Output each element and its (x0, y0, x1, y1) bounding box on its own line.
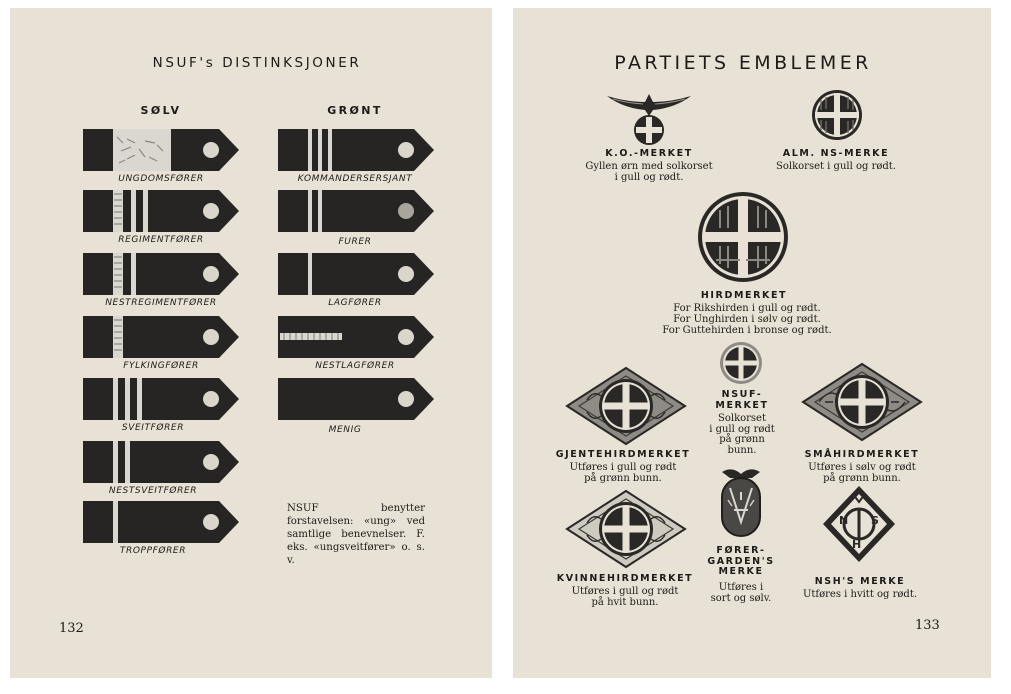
emblem-desc-hirdmerket: For Rikshirden i gull og rødt. For Unghirden i sølv og rødt. For Guttehirden i bronse og rødt. (662, 303, 832, 336)
right-page-title: PARTIETS EMBLEMER (614, 52, 872, 74)
column-heading-green: GRØNT (327, 104, 383, 117)
left-page (10, 8, 492, 678)
column-heading-silver: SØLV (140, 104, 182, 117)
gjentehirdmerket-emblem (565, 366, 687, 446)
nsh-merke-emblem (819, 482, 899, 566)
rank-label-nestregimentforer: NESTREGIMENTFØRER (105, 298, 217, 308)
emblem-desc-alm-ns-merke: Solkorset i gull og rødt. (776, 161, 896, 172)
emblem-name-nsh-merke: NSH'S MERKE (814, 576, 906, 587)
emblem-name-nsuf-merket: NSUF- MERKET (715, 389, 769, 411)
emblem-name-gjentehirdmerket: GJENTEHIRDMERKET (555, 449, 691, 460)
ko-merket-eagle-emblem (605, 88, 693, 148)
nsh-letter-s: S (871, 514, 879, 527)
emblem-desc-ko-merket: Gyllen ørn med solkorset i gull og rødt. (585, 161, 713, 183)
strap-regimentforer (83, 190, 239, 232)
nsh-letter-n: N (839, 514, 849, 527)
rank-label-lagforer: LAGFØRER (328, 298, 382, 308)
strap-nestlagforer (278, 316, 434, 358)
rank-label-kommandersersjant: KOMMANDERSERSJANT (297, 174, 413, 184)
strap-furer (278, 190, 434, 232)
emblem-name-ko-merket: K.O.-MERKET (605, 148, 693, 159)
forergarden-merke-emblem (716, 466, 766, 540)
emblem-desc-nsuf-merket: Solkorset i gull og rødt på grønn bunn. (709, 413, 775, 456)
emblem-name-hirdmerket: HIRDMERKET (700, 290, 788, 301)
nsh-letter-h: H (852, 538, 862, 551)
smahirdmerket-emblem (801, 362, 923, 442)
page-number-right: 133 (915, 618, 940, 633)
emblem-desc-gjentehirdmerket: Utføres i gull og rødt på grønn bunn. (569, 462, 677, 484)
rank-label-ungdomsforer: UNGDOMSFØRER (118, 174, 204, 184)
page-number-left: 132 (59, 621, 84, 636)
nsuf-merket-emblem (719, 341, 763, 385)
rank-label-troppforer: TROPPFØRER (119, 546, 187, 556)
left-page-title: NSUF's DISTINKSJONER (152, 55, 362, 71)
emblem-desc-kvinnehirdmerket: Utføres i gull og rødt på hvit bunn. (571, 586, 679, 608)
strap-nestregimentforer (83, 253, 239, 295)
strap-fylkingforer (83, 316, 239, 358)
emblem-desc-smahirdmerket: Utføres i sølv og rødt på grønn bunn. (808, 462, 916, 484)
hirdmerket-emblem (696, 190, 790, 284)
right-page (513, 8, 991, 678)
rank-label-furer: FURER (338, 237, 372, 247)
strap-lagforer (278, 253, 434, 295)
kvinnehirdmerket-emblem (565, 489, 687, 569)
rank-label-nestlagforer: NESTLAGFØRER (315, 361, 395, 371)
emblem-desc-nsh-merke: Utføres i hvitt og rødt. (802, 589, 918, 600)
alm-ns-merke-sun-cross (810, 88, 864, 142)
nsuf-note: NSUF benytter forstavelsen: «ung» ved samtlige benevnelser. F. eks. «ungsveitfører» o. s. v. (287, 503, 425, 566)
rank-label-nestsveitforer: NESTSVEITFØRER (108, 486, 198, 496)
strap-nestsveitforer (83, 441, 239, 483)
rank-label-sveitforer: SVEITFØRER (121, 423, 185, 433)
emblem-name-alm-ns-merke: ALM. NS-MERKE (782, 148, 890, 159)
strap-troppforer (83, 501, 239, 543)
strap-sveitforer (83, 378, 239, 420)
emblem-desc-forergarden-merke: Utføres i sort og sølv. (710, 582, 772, 604)
rank-label-menig: MENIG (328, 425, 362, 435)
strap-kommandersersjant (278, 129, 434, 171)
emblem-name-forergarden-merke: FØRER- GARDEN'S MERKE (707, 545, 775, 577)
rank-label-regimentforer: REGIMENTFØRER (118, 235, 204, 245)
emblem-name-smahirdmerket: SMÅHIRDMERKET (804, 449, 920, 460)
strap-ungdomsforer (83, 129, 239, 171)
strap-menig (278, 378, 434, 420)
rank-label-fylkingforer: FYLKINGFØRER (123, 361, 199, 371)
emblem-name-kvinnehirdmerket: KVINNEHIRDMERKET (556, 573, 694, 584)
